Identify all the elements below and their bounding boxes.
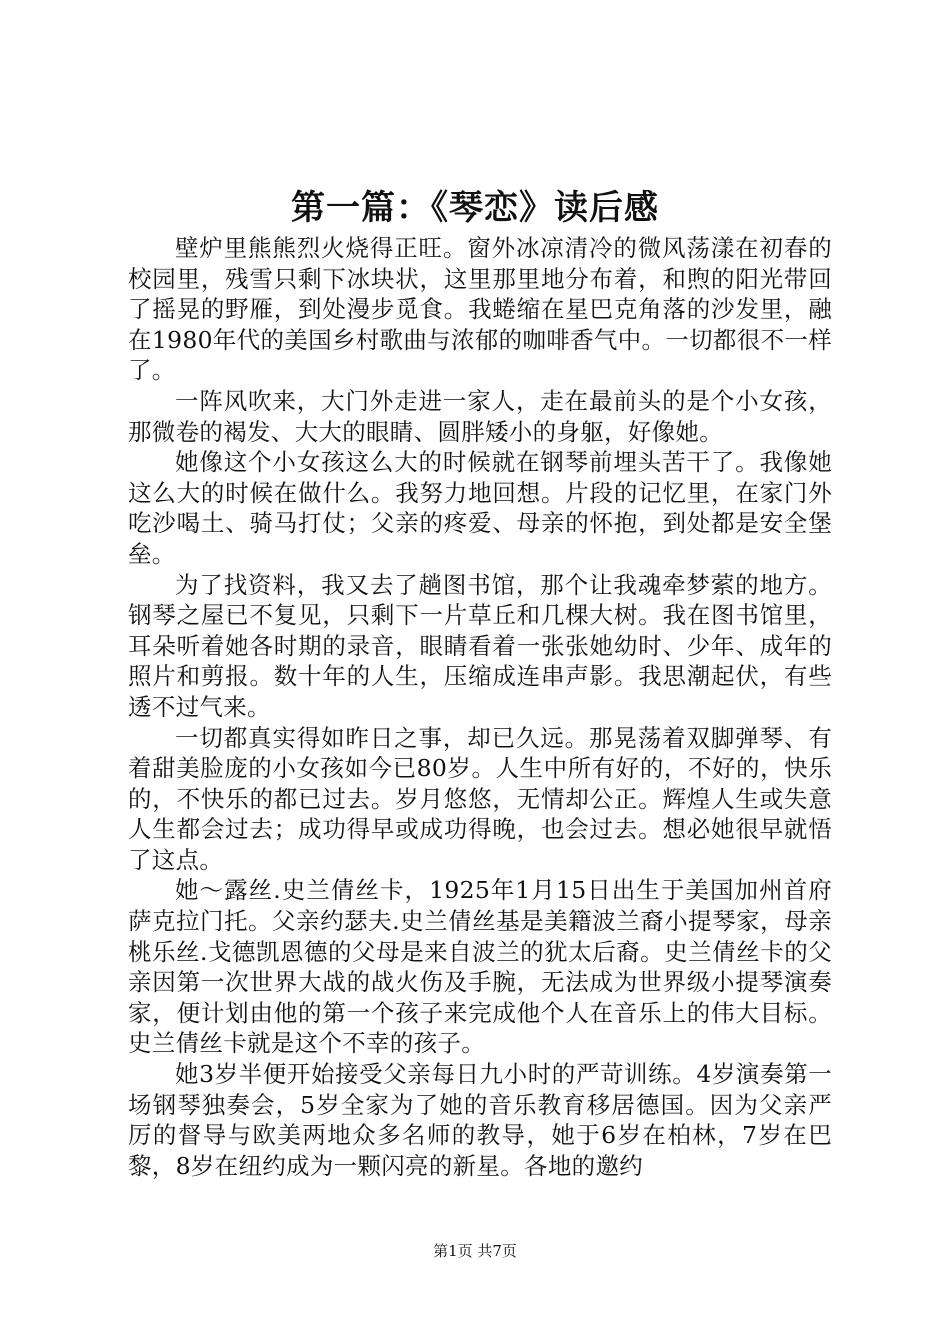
paragraph: 她～露丝.史兰倩丝卡，1925年1月15日出生于美国加州首府萨克拉门托。父亲约瑟夫.史兰倩丝基是美籍波兰裔小提琴家，母亲桃乐丝.戈德凯恩德的父母是来自波兰的犹太后裔。史兰倩丝卡的父亲因第一次世界大战的战火伤及手腕，无法成为世界级小提琴演奏家，便计划由他的第一个孩子来完成他个人在音乐上的伟大目标。史兰倩丝卡就是这个不幸的孩子。 [128,876,832,1058]
document-body [128,233,832,1181]
paragraph: 一阵风吹来，大门外走进一家人，走在最前头的是个小女孩，那微卷的褐发、大大的眼睛、圆胖矮小的身躯，好像她。 [128,386,832,446]
paragraph: 为了找资料，我又去了趟图书馆，那个让我魂牵梦萦的地方。钢琴之屋已不复见，只剩下一片草丘和几棵大树。我在图书馆里，耳朵听着她各时期的录音，眼睛看着一张张她幼时、少年、成年的照片和剪报。数十年的人生，压缩成连串声影。我思潮起伏，有些透不过气来。 [128,570,832,721]
document-title: 第一篇：《琴恋》读后感 [291,188,659,228]
paragraph: 壁炉里熊熊烈火烧得正旺。窗外冰凉清冷的微风荡漾在初春的校园里，残雪只剩下冰块状，这里那里地分布着，和煦的阳光带回了摇晃的野雁，到处漫步觅食。我蜷缩在星巴克角落的沙发里，融在1980年代的美国乡村歌曲与浓郁的咖啡香气中。一切都很不一样了。 [128,234,832,385]
page-footer: 第1页 共7页 [433,1242,517,1260]
paragraph: 一切都真实得如昨日之事，却已久远。那晃荡着双脚弹琴、有着甜美脸庞的小女孩如今已80岁。人生中所有好的，不好的，快乐的，不快乐的都已过去。岁月悠悠，无情却公正。辉煌人生或失意人生都会过去；成功得早或成功得晚，也会过去。想必她很早就悟了这点。 [128,723,832,874]
paragraph: 她3岁半便开始接受父亲每日九小时的严苛训练。4岁演奏第一场钢琴独奏会，5岁全家为了她的音乐教育移居德国。因为父亲严厉的督导与欧美两地众多名师的教导，她于6岁在柏林，7岁在巴黎，8岁在纽约成为一颗闪亮的新星。各地的邀约 [128,1060,832,1180]
paragraph: 她像这个小女孩这么大的时候就在钢琴前埋头苦干了。我像她这么大的时候在做什么。我努力地回想。片段的记忆里，在家门外吃沙喝土、骑马打仗；父亲的疼爱、母亲的怀抱，到处都是安全堡垒。 [128,448,832,568]
